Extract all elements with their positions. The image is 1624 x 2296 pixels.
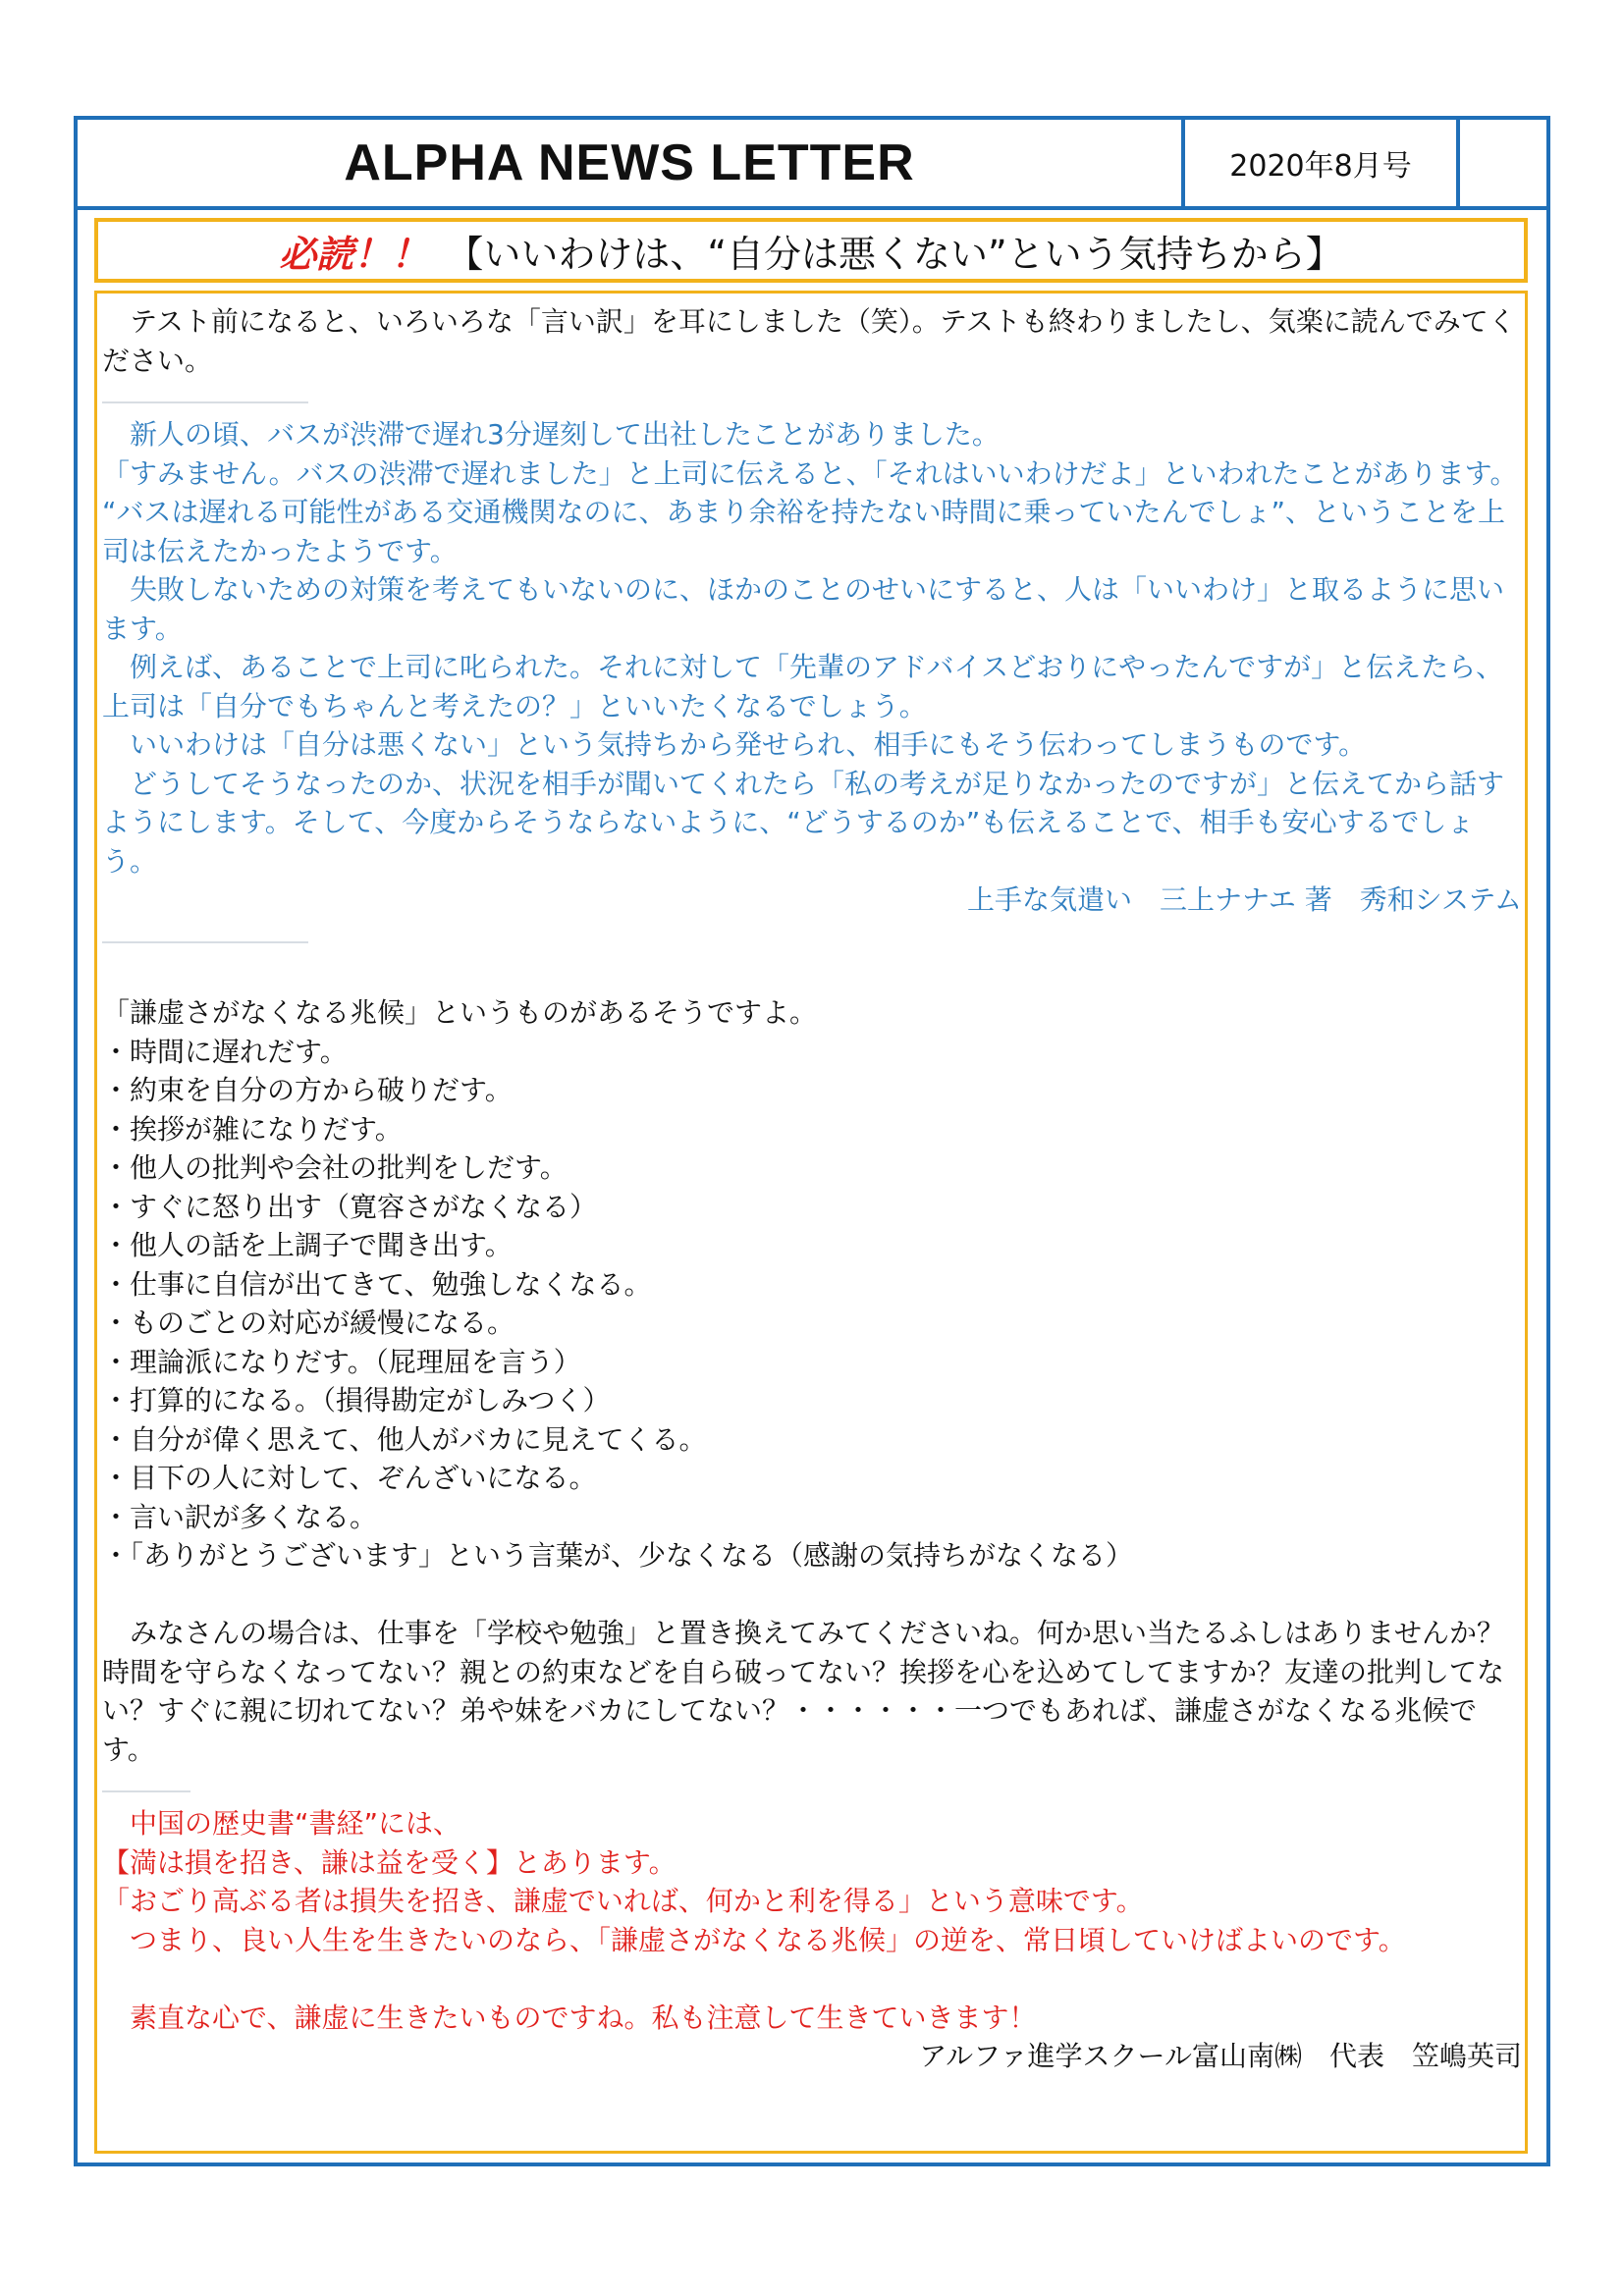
headline-text: 【いいわけは、“自分は悪くない”という気持ちから】	[446, 232, 1343, 276]
list-item: ・他人の話を上調子で聞き出す。	[102, 1229, 513, 1261]
list-item: ・ものごとの対応が緩慢になる。	[102, 1307, 515, 1339]
closing-block	[102, 1804, 1522, 2037]
headline-banner	[94, 218, 1528, 283]
signature: アルファ進学スクール富山南㈱ 代表 笠嶋英司	[919, 2040, 1522, 2072]
list-item: ・すぐに怒り出す（寛容さがなくなる）	[102, 1190, 598, 1223]
list-item: ・理論派になりだす。（屁理屈を言う）	[102, 1345, 581, 1378]
list-item: ・自分が偉く思えて、他人がバカに見えてくる。	[102, 1422, 707, 1456]
reflection-paragraph: みなさんの場合は、仕事を「学校や勉強」と置き換えてみてくださいね。何か思い当たるふしはありませんか？時間を守らなくなってない？親との約束などを自ら破ってない？挨拶を心を込めてしてますか？友達の批判してない？すぐに親に切れてない？弟や妹をバカにしてない？・・・・・・一つでもあれば、謙虚さがなくなる兆候です。	[102, 1617, 1505, 1766]
list-item: ・打算的になる。（損得勘定がしみつく）	[102, 1384, 611, 1416]
quote-source: 上手な気遣い 三上ナナエ 著 秀和システム	[967, 883, 1522, 916]
signs-list	[102, 993, 1522, 1575]
header	[78, 120, 1546, 206]
list-item: ・仕事に自信が出てきて、勉強しなくなる。	[102, 1267, 652, 1301]
list-item: ・他人の批判や会社の批判をしだす。	[102, 1151, 568, 1184]
closing-paragraph: 中国の歴史書“書経”には、	[102, 1807, 461, 1840]
list-item: ・目下の人に対して、ぞんざいになる。	[102, 1462, 597, 1494]
signs-lead: 「謙虚さがなくなる兆候」というものがあるそうですよ。	[102, 996, 818, 1029]
list-item: ・言い訳が多くなる。	[102, 1500, 378, 1533]
closing-paragraph: つまり、良い人生を生きたいのなら、「謙虚さがなくなる兆候」の逆を、常日頃していけばよいのです。	[102, 1923, 1406, 1956]
list-item: ・時間に遅れだす。	[102, 1035, 348, 1068]
quote-paragraph: “バスは遅れる可能性がある交通機関なのに、あまり余裕を持たない時間に乗っていたんでしょ”、ということを上司は伝えたかったようです。	[102, 496, 1506, 567]
divider	[102, 1790, 190, 1792]
quote-paragraph: 新人の頃、バスが渋滞で遅れ3分遅刻して出社したことがありました。	[102, 418, 1000, 451]
newsletter-title: ALPHA NEWS LETTER	[344, 134, 915, 191]
must-read-label: 必読！！	[279, 232, 429, 276]
header-divider	[78, 206, 1546, 210]
list-item: ・約束を自分の方から破りだす。	[102, 1074, 513, 1106]
closing-final: 素直な心で、謙虚に生きたいものですね。私も注意して生きていきます！	[102, 2001, 1037, 2034]
closing-paragraph: 「おごり高ぶる者は損失を招き、謙虚でいれば、何かと利を得る」という意味です。	[102, 1885, 1144, 1917]
divider	[102, 941, 308, 943]
list-item: ・挨拶が雑になりだす。	[102, 1112, 403, 1146]
issue-date: 2020年8月号	[1181, 120, 1460, 206]
quote-paragraph: どうしてそうなったのか、状況を相手が聞いてくれたら「私の考えが足りなかったのですが」と伝えてから話すようにします。そして、今度からそうならないように、“どうするのか”も伝えることで、相手も安心するでしょう。	[102, 767, 1505, 878]
quote-paragraph: いいわけは「自分は悪くない」という気持ちから発せられ、相手にもそう伝わってしまうものです。	[102, 728, 1367, 761]
quote-block	[102, 415, 1522, 920]
closing-paragraph: 【満は損を招き、謙は益を受く】とあります。	[102, 1845, 677, 1879]
article-body	[102, 302, 1522, 2076]
intro-paragraph: テスト前になると、いろいろな「言い訳」を耳にしました（笑）。テストも終わりましたし、気楽に読んでみてください。	[102, 305, 1516, 377]
divider	[102, 401, 308, 403]
list-item: ・「ありがとうございます」という言葉が、少なくなる（感謝の気持ちがなくなる）	[102, 1539, 1134, 1572]
quote-paragraph: 「すみません。バスの渋滞で遅れました」と上司に伝えると、「それはいいわけだよ」といわれたことがあります。	[102, 456, 1518, 490]
quote-paragraph: 失敗しないための対策を考えてもいないのに、ほかのことのせいにすると、人は「いいわけ」と取るように思います。	[102, 573, 1505, 645]
quote-paragraph: 例えば、あることで上司に叱られた。それに対して「先輩のアドバイスどおりにやったんですが」と伝えたら、上司は「自分でもちゃんと考えたの？」といいたくなるでしょう。	[102, 651, 1504, 722]
